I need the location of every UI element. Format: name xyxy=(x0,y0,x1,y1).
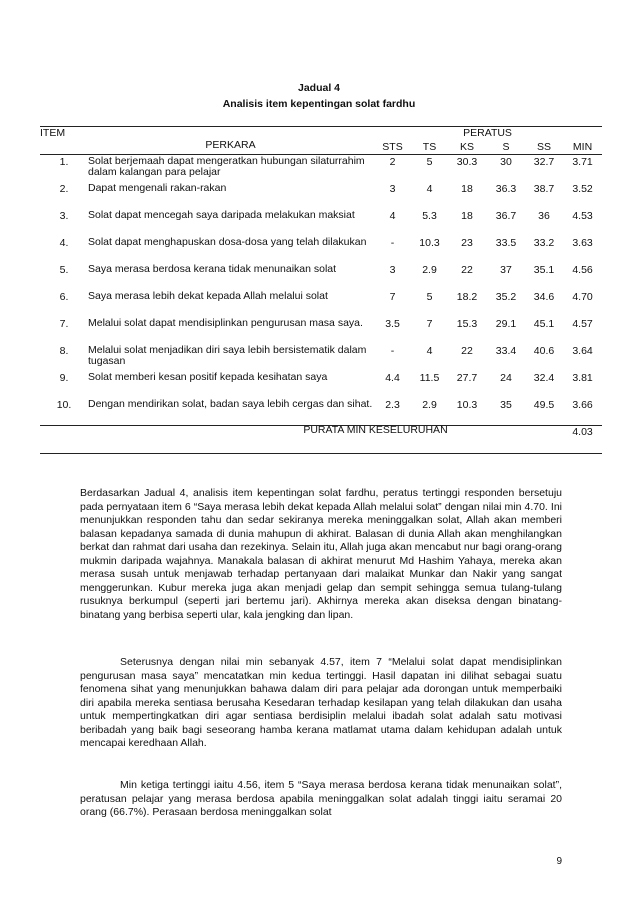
header-perkara: PERKARA xyxy=(205,139,256,151)
total-row xyxy=(40,424,602,440)
table-row xyxy=(40,154,602,181)
row-min: 4.57 xyxy=(572,318,593,330)
row-number: 1. xyxy=(59,156,69,168)
page-number: 9 xyxy=(556,856,562,867)
row-number: 2. xyxy=(59,183,69,195)
header-row-bottom xyxy=(40,139,602,154)
row-statement: Melalui solat dapat mendisiplinkan pengurusan masa saya. xyxy=(88,317,363,329)
row-number: 10. xyxy=(56,399,72,411)
row-s: 35 xyxy=(500,399,512,411)
paragraph-2: Seterusnya dengan nilai min sebanyak 4.57, item 7 “Melalui solat dapat mendisiplinkan pengurusan masa saya” mencatatkan min kedua tertinggi. Hasil dapatan ini dilihat sebagai suatu fenomena sihat yang menunjukkan bahawa dalam diri para pelajar ada dorongan untuk memperbaiki diri apabila mereka sentiasa berusaha Kesedaran terhadap kesilapan yang telah dilakukan dan usaha untuk mempertingkatkan diri agar sentiasa berdisiplin melalui ibadah solat adalah satu motivasi beribadah yang baik bagi seseorang hamba kerana matlamat utama dalam kehidupan adalah untuk mencapai keredhaan Allah. xyxy=(80,656,562,749)
row-statement: Melalui solat menjadikan diri saya lebih bersistematik dalam tugasan xyxy=(88,344,367,367)
row-statement: Solat dapat menghapuskan dosa-dosa yang telah dilakukan xyxy=(88,236,367,248)
row-ks: 30.3 xyxy=(456,156,478,168)
row-statement: Solat memberi kesan positif kepada kesihatan saya xyxy=(88,371,328,383)
paragraph-3: Min ketiga tertinggi iaitu 4.56, item 5 “Saya merasa berdosa kerana tidak menunaikan solat”, peratusan pelajar yang merasa berdosa apabila meninggalkan solat adalah tinggi iaitu seramai 20 orang (66.7%). Perasaan berdosa meninggalkan solat xyxy=(80,779,562,818)
row-s: 24 xyxy=(500,372,512,384)
row-number: 7. xyxy=(59,318,69,330)
header-row-top xyxy=(40,127,602,139)
paragraph-1: Berdasarkan Jadual 4, analisis item kepentingan solat fardhu, peratus tertinggi responden bersetuju pada pernyataan item 6 “Saya merasa lebih dekat kepada Allah melalui solat” dengan nilai min 4.70. Ini menunjukkan responden tahu dan sedar sekiranya mereka meninggalkan solat, Allah akan memberi balasan kepadanya samada di dunia mahupun di akhirat. Balasan di dunia Allah akan menghilangkan berkat dan rahmat dari usaha dan rezekinya. Selain itu, Allah juga akan mencabut nur bagi orang-orang mukmin daripada wajahnya. Manakala balasan di akhirat menurut Md Hashim Yahaya, mereka akan merasa susah untuk menjawab terhadap pertanyaan dari malaikat Munkar dan Nakir yang sangat menggerunkan. Kubur mereka juga akan menjadi gelap dan sempit sehingga semua tulang-tulang rusuknya berkumpul (seperti jari bertemu jari). Akhirnya mereka akan diseksa dengan binatang-binatang yang berbisa seperti ular, kala jengking dan lipan. xyxy=(80,487,562,621)
row-ts: 4 xyxy=(426,183,433,195)
total-label: PURATA MIN KESELURUHAN xyxy=(303,424,448,436)
row-ts: 7 xyxy=(426,318,433,330)
row-ts: 4 xyxy=(426,345,433,357)
row-ts: 5.3 xyxy=(422,210,437,222)
row-ks: 27.7 xyxy=(456,372,478,384)
row-number: 3. xyxy=(59,210,69,222)
table-row xyxy=(40,289,602,316)
row-min: 3.64 xyxy=(572,345,593,357)
header-sts: STS xyxy=(382,141,403,153)
row-ts: 5 xyxy=(426,291,433,303)
row-number: 9. xyxy=(59,372,69,384)
row-statement: Saya merasa berdosa kerana tidak menunaikan solat xyxy=(88,263,337,275)
header-min: MIN xyxy=(572,141,593,153)
row-min: 3.52 xyxy=(572,183,593,195)
total-value: 4.03 xyxy=(572,426,593,438)
table-row xyxy=(40,181,602,208)
row-min: 3.81 xyxy=(572,372,593,384)
row-s: 35.2 xyxy=(495,291,517,303)
header-peratus: PERATUS xyxy=(463,127,512,139)
row-min: 4.56 xyxy=(572,264,593,276)
row-s: 36.3 xyxy=(495,183,517,195)
row-min: 3.71 xyxy=(572,156,593,168)
row-ss: 35.1 xyxy=(533,264,555,276)
header-s: S xyxy=(502,141,510,153)
item-analysis-table xyxy=(40,127,602,440)
row-s: 33.5 xyxy=(495,237,517,249)
table-row xyxy=(40,397,602,424)
row-ks: 18 xyxy=(461,210,473,222)
row-s: 30 xyxy=(500,156,512,168)
table-row xyxy=(40,262,602,289)
row-ks: 15.3 xyxy=(456,318,478,330)
row-ss: 33.2 xyxy=(533,237,555,249)
row-statement: Dengan mendirikan solat, badan saya lebih cergas dan sihat. xyxy=(88,398,373,410)
row-number: 5. xyxy=(59,264,69,276)
row-ts: 2.9 xyxy=(422,264,437,276)
row-sts: - xyxy=(390,237,395,249)
row-ts: 10.3 xyxy=(419,237,440,249)
row-statement: Saya merasa lebih dekat kepada Allah melalui solat xyxy=(88,290,328,302)
row-sts: 7 xyxy=(389,291,396,303)
row-min: 4.70 xyxy=(572,291,593,303)
table-caption-title: Analisis item kepentingan solat fardhu xyxy=(222,98,416,110)
row-sts: 2.3 xyxy=(385,399,400,411)
row-ss: 36 xyxy=(538,210,550,222)
row-ks: 23 xyxy=(461,237,473,249)
header-ss: SS xyxy=(536,141,551,153)
row-statement: Dapat mengenali rakan-rakan xyxy=(88,182,227,194)
table-bottom-rule xyxy=(40,453,602,454)
row-number: 8. xyxy=(59,345,69,357)
row-sts: 3.5 xyxy=(385,318,400,330)
row-ks: 22 xyxy=(461,345,473,357)
row-statement: Solat berjemaah dapat mengeratkan hubungan silaturrahim dalam kalangan para pelajar xyxy=(88,155,365,178)
header-ts: TS xyxy=(422,141,437,153)
row-ss: 38.7 xyxy=(533,183,555,195)
row-ks: 10.3 xyxy=(456,399,478,411)
row-ks: 22 xyxy=(461,264,473,276)
table-row xyxy=(40,235,602,262)
table-row xyxy=(40,370,602,397)
row-number: 4. xyxy=(59,237,69,249)
row-ss: 32.4 xyxy=(533,372,555,384)
row-ss: 32.7 xyxy=(533,156,555,168)
row-sts: - xyxy=(390,345,395,357)
row-sts: 2 xyxy=(389,156,396,168)
row-ts: 11.5 xyxy=(419,372,440,384)
row-statement: Solat dapat mencegah saya daripada melakukan maksiat xyxy=(88,209,355,221)
table-row xyxy=(40,208,602,235)
row-s: 37 xyxy=(500,264,512,276)
row-sts: 3 xyxy=(389,264,396,276)
row-s: 29.1 xyxy=(495,318,517,330)
row-number: 6. xyxy=(59,291,69,303)
row-ss: 49.5 xyxy=(533,399,555,411)
row-ss: 45.1 xyxy=(533,318,555,330)
row-min: 3.66 xyxy=(572,399,593,411)
table-caption-number: Jadual 4 xyxy=(297,82,341,94)
row-ks: 18.2 xyxy=(456,291,478,303)
row-ts: 5 xyxy=(426,156,433,168)
row-s: 36.7 xyxy=(495,210,517,222)
row-ts: 2.9 xyxy=(422,399,437,411)
header-ks: KS xyxy=(459,141,474,153)
row-ss: 34.6 xyxy=(533,291,555,303)
row-ss: 40.6 xyxy=(533,345,555,357)
row-sts: 4 xyxy=(389,210,396,222)
row-ks: 18 xyxy=(461,183,473,195)
header-item: ITEM xyxy=(40,127,66,139)
row-sts: 3 xyxy=(389,183,396,195)
table-row xyxy=(40,343,602,370)
table-row xyxy=(40,316,602,343)
row-s: 33.4 xyxy=(495,345,517,357)
row-min: 4.53 xyxy=(572,210,593,222)
row-sts: 4.4 xyxy=(385,372,400,384)
row-min: 3.63 xyxy=(572,237,593,249)
